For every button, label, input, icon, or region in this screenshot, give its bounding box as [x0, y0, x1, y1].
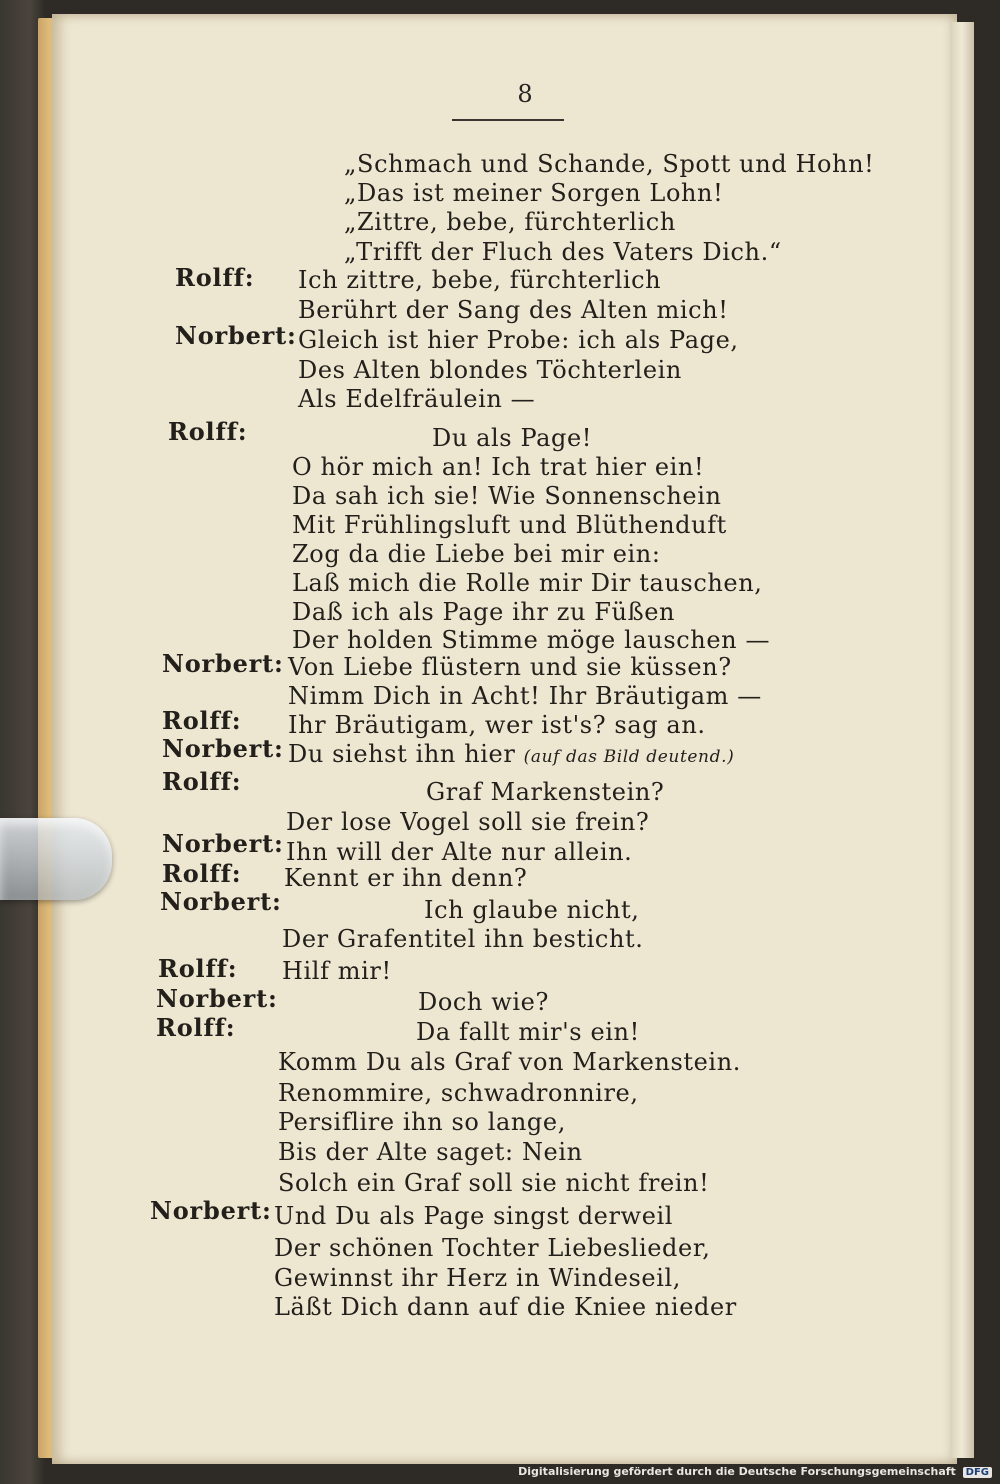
verse-line — [284, 864, 527, 892]
verse-text: Komm Du als Graf von Markenstein. — [278, 1048, 741, 1076]
verse-text: Du siehst ihn hier — [288, 740, 516, 768]
verse-text: Da sah ich sie! Wie Sonnenschein — [292, 482, 722, 510]
verse-line — [278, 1138, 583, 1166]
verse-text: Gleich ist hier Probe: ich als Page, — [298, 326, 739, 354]
page-number: 8 — [517, 80, 533, 108]
verse-text: Hilf mir! — [282, 957, 392, 985]
verse-line — [344, 238, 782, 266]
verse-text: Der holden Stimme möge lauschen — — [292, 626, 771, 654]
verse-text: Solch ein Graf soll sie nicht frein! — [278, 1169, 710, 1197]
verse-line — [292, 511, 727, 539]
verse-line — [286, 838, 632, 866]
verse-line — [418, 988, 549, 1016]
verse-line — [282, 925, 644, 953]
verse-text: Zog da die Liebe bei mir ein: — [292, 540, 661, 568]
speaker-name: Norbert: — [156, 984, 278, 1013]
verse-line — [292, 626, 770, 654]
verse-line — [278, 1048, 741, 1076]
verse-line — [274, 1234, 710, 1262]
verse-line — [278, 1108, 566, 1136]
verse-line — [288, 682, 762, 710]
stage-direction: (auf das Bild deutend.) — [523, 747, 735, 767]
verse-line — [288, 711, 706, 739]
verse-line — [298, 326, 739, 354]
verse-text: Mit Frühlingsluft und Blüthenduft — [292, 511, 727, 539]
verse-text: Da fallt mir's ein! — [416, 1018, 640, 1046]
verse-text: Der Grafentitel ihn besticht. — [282, 925, 644, 953]
verse-line — [344, 179, 723, 207]
speaker-name: Norbert: — [175, 321, 297, 350]
verse-line — [288, 653, 732, 681]
verse-text: Laß mich die Rolle mir Dir tauschen, — [292, 569, 763, 597]
verse-text: Ich zittre, bebe, fürchterlich — [298, 266, 662, 294]
verse-text: Graf Markenstein? — [426, 778, 665, 806]
verse-line — [424, 896, 640, 924]
verse-line — [274, 1293, 737, 1321]
verse-line — [292, 598, 675, 626]
verse-text: „Trifft der Fluch des Vaters Dich.“ — [344, 238, 782, 266]
verse-line — [274, 1264, 681, 1292]
verse-text: Als Edelfräulein — — [298, 385, 536, 413]
speaker-name: Rolff: — [175, 263, 255, 292]
speaker-name: Rolff: — [162, 767, 242, 796]
speaker-name: Norbert: — [150, 1196, 272, 1225]
verse-text: Der lose Vogel soll sie frein? — [286, 808, 650, 836]
verse-line — [292, 482, 722, 510]
footer-credit-text: Digitalisierung gefördert durch die Deutsche Forschungsgemeinschaft — [518, 1465, 956, 1478]
verse-line — [292, 540, 661, 568]
verse-text: Ich glaube nicht, — [424, 896, 640, 924]
verse-text: Persiflire ihn so lange, — [278, 1108, 566, 1136]
verse-text: Kennt er ihn denn? — [284, 864, 528, 892]
verse-text: Gewinnst ihr Herz in Windeseil, — [274, 1264, 682, 1292]
speaker-name: Norbert: — [162, 649, 284, 678]
page-edge-right — [950, 22, 974, 1458]
verse-text: „Schmach und Schande, Spott und Hohn! — [344, 150, 875, 178]
verse-text: „Zittre, bebe, fürchterlich — [344, 208, 676, 236]
verse-line — [426, 778, 664, 806]
verse-line — [344, 208, 676, 236]
verse-text: Von Liebe flüstern und sie küssen? — [288, 653, 732, 681]
speaker-name: Rolff: — [162, 706, 242, 735]
verse-line — [278, 1079, 639, 1107]
verse-line — [432, 424, 592, 452]
speaker-name: Rolff: — [156, 1013, 236, 1042]
verse-text: O hör mich an! Ich trat hier ein! — [292, 453, 705, 481]
verse-text: Des Alten blondes Töchterlein — [298, 356, 682, 384]
footer-credit — [518, 1465, 992, 1478]
verse-line — [298, 385, 535, 413]
verse-text: Läßt Dich dann auf die Kniee nieder — [274, 1293, 737, 1321]
verse-line — [292, 569, 763, 597]
verse-line — [298, 296, 728, 324]
verse-text: Nimm Dich in Acht! Ihr Bräutigam — — [288, 682, 762, 710]
verse-line — [288, 740, 734, 771]
speaker-name: Norbert: — [162, 829, 284, 858]
page-number-rule — [452, 119, 564, 121]
verse-text: Bis der Alte saget: Nein — [278, 1138, 583, 1166]
speaker-name: Rolff: — [158, 954, 238, 983]
verse-line — [286, 808, 649, 836]
verse-line — [298, 356, 682, 384]
verse-text: Du als Page! — [432, 424, 593, 452]
verse-line — [274, 1202, 673, 1230]
verse-line — [298, 266, 661, 294]
verse-text: Und Du als Page singst derweil — [274, 1202, 674, 1230]
verse-line — [292, 453, 704, 481]
verse-line — [278, 1169, 709, 1197]
verse-text: Berührt der Sang des Alten mich! — [298, 296, 729, 324]
speaker-name: Norbert: — [160, 887, 282, 916]
plastic-page-clip — [0, 818, 112, 900]
verse-text: Doch wie? — [418, 988, 549, 1016]
verse-line — [282, 957, 392, 985]
speaker-name: Rolff: — [162, 859, 242, 888]
dfg-logo: DFG — [963, 1467, 992, 1478]
verse-line — [344, 150, 874, 178]
verse-text: Daß ich als Page ihr zu Füßen — [292, 598, 676, 626]
verse-line — [416, 1018, 640, 1046]
verse-text: Ihr Bräutigam, wer ist's? sag an. — [288, 711, 706, 739]
verse-text: Der schönen Tochter Liebeslieder, — [274, 1234, 711, 1262]
verse-text: „Das ist meiner Sorgen Lohn! — [344, 179, 724, 207]
verse-text: Renommire, schwadronnire, — [278, 1079, 639, 1107]
verse-text: Ihn will der Alte nur allein. — [286, 838, 633, 866]
speaker-name: Norbert: — [162, 734, 284, 763]
speaker-name: Rolff: — [168, 417, 248, 446]
